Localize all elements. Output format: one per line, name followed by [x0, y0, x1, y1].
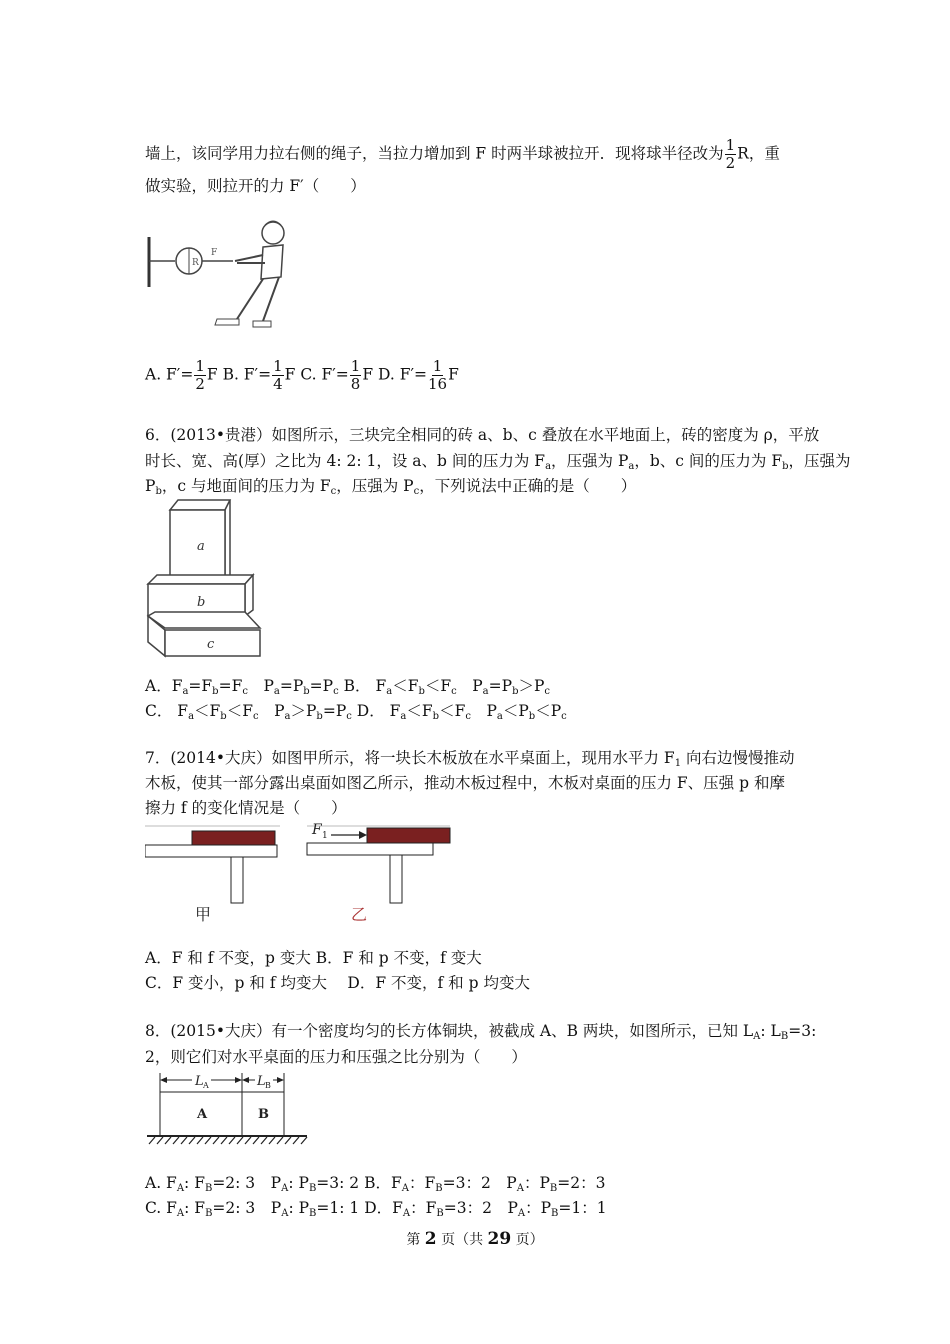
- svg-text:A: A: [197, 1107, 208, 1122]
- svg-text:乙: 乙: [351, 905, 368, 924]
- svg-text:B: B: [258, 1107, 269, 1122]
- svg-text:B: B: [265, 1081, 271, 1090]
- q8-line2: 2，则它们对水平桌面的压力和压强之比分别为（ ）: [145, 1048, 527, 1066]
- q7-line1: 7．(2014•大庆）如图甲所示，将一块长木板放在水平桌面上，现用水平力 $F_1$ 向右边慢慢推动: [145, 749, 795, 769]
- copper-blocks-figure: [145, 1070, 315, 1150]
- q6-options-2: C． $F_a<F_b<F_c$ $P_a>P_b=P_c$ D． $F_a<F_b<F_c$ $P_a<P_b<P_c$: [145, 702, 567, 722]
- svg-text:L: L: [257, 1074, 266, 1089]
- q7-line2: 木板，使其一部分露出桌面如图乙所示，推动木板过程中，木板对桌面的压力 F、压强 p 和摩: [145, 774, 785, 792]
- fraction-half: $\frac{1}{2}$: [725, 136, 736, 172]
- q5-options: A. F′= $\frac{1}{2}$ F B. F′= $\frac{1}{4}$ F C. F′= $\frac{1}{8}$ F D. F′= $\frac{1}{16}$ F: [145, 357, 459, 393]
- svg-text:甲: 甲: [195, 905, 212, 924]
- svg-text:A: A: [203, 1081, 209, 1090]
- board-figure: [145, 820, 455, 930]
- svg-text:b: b: [197, 595, 206, 610]
- svg-text:F: F: [312, 822, 322, 838]
- svg-text:F: F: [211, 248, 218, 258]
- page-footer: 第 2 页（共 29 页）: [406, 1229, 544, 1249]
- q7-options-1: A．F 和 f 不变，p 变大 B．F 和 p 不变，f 变大: [145, 949, 482, 967]
- tug-figure: [145, 215, 315, 335]
- q8-options-1: A. $F_A$: $F_B=2$: 3 $P_A$: $P_B=3$: 2 B．$F_A$：$F_B=3$：2 $P_A$：$P_B=2$：3: [145, 1174, 606, 1194]
- q5-line1: 墙上，该同学用力拉右侧的绳子，当拉力增加到 F 时两半球被拉开．现将球半径改为 $\frac{1}{2}$ R，重: [145, 136, 780, 172]
- svg-text:L: L: [195, 1074, 204, 1089]
- svg-text:R: R: [192, 258, 199, 268]
- q6-line3: $P_b$，c 与地面间的压力为 $F_c$，压强为 $P_c$，下列说法中正确的是（ ）: [145, 477, 637, 497]
- q5-line2: 做实验，则拉开的力 F′（ ）: [145, 177, 366, 195]
- q7-options-2: C．F 变小，p 和 f 均变大 D．F 不变，f 和 p 均变大: [145, 974, 530, 992]
- q6-line1: 6．(2013•贵港）如图所示，三块完全相同的砖 a、b、c 叠放在水平地面上，砖的密度为 ρ，平放: [145, 426, 820, 444]
- bricks-figure: [145, 498, 265, 663]
- q6-options-1: A．$F_a=F_b=F_c$ $P_a=P_b=P_c$ B． $F_a<F_b<F_c$ $P_a=P_b>P_c$: [145, 677, 551, 697]
- svg-text:c: c: [207, 637, 215, 652]
- svg-text:1: 1: [322, 831, 328, 841]
- q7-line3: 擦力 f 的变化情况是（ ）: [145, 799, 347, 817]
- q6-line2: 时长、宽、高(厚）之比为 4: 2: 1，设 a、b 间的压力为 $F_a$，压强为 $P_a$，b、c 间的压力为 $F_b$，压强为: [145, 452, 851, 472]
- svg-text:a: a: [197, 539, 205, 554]
- q8-line1: 8．(2015•大庆）有一个密度均匀的长方体铜块，被截成 A、B 两块，如图所示，已知 $L_A$: $L_B=3$:: [145, 1022, 817, 1042]
- q8-options-2: C. $F_A$: $F_B=2$: 3 $P_A$: $P_B=1$: 1 D．$F_A$：$F_B=3$：2 $P_A$：$P_B=1$：1: [145, 1199, 607, 1219]
